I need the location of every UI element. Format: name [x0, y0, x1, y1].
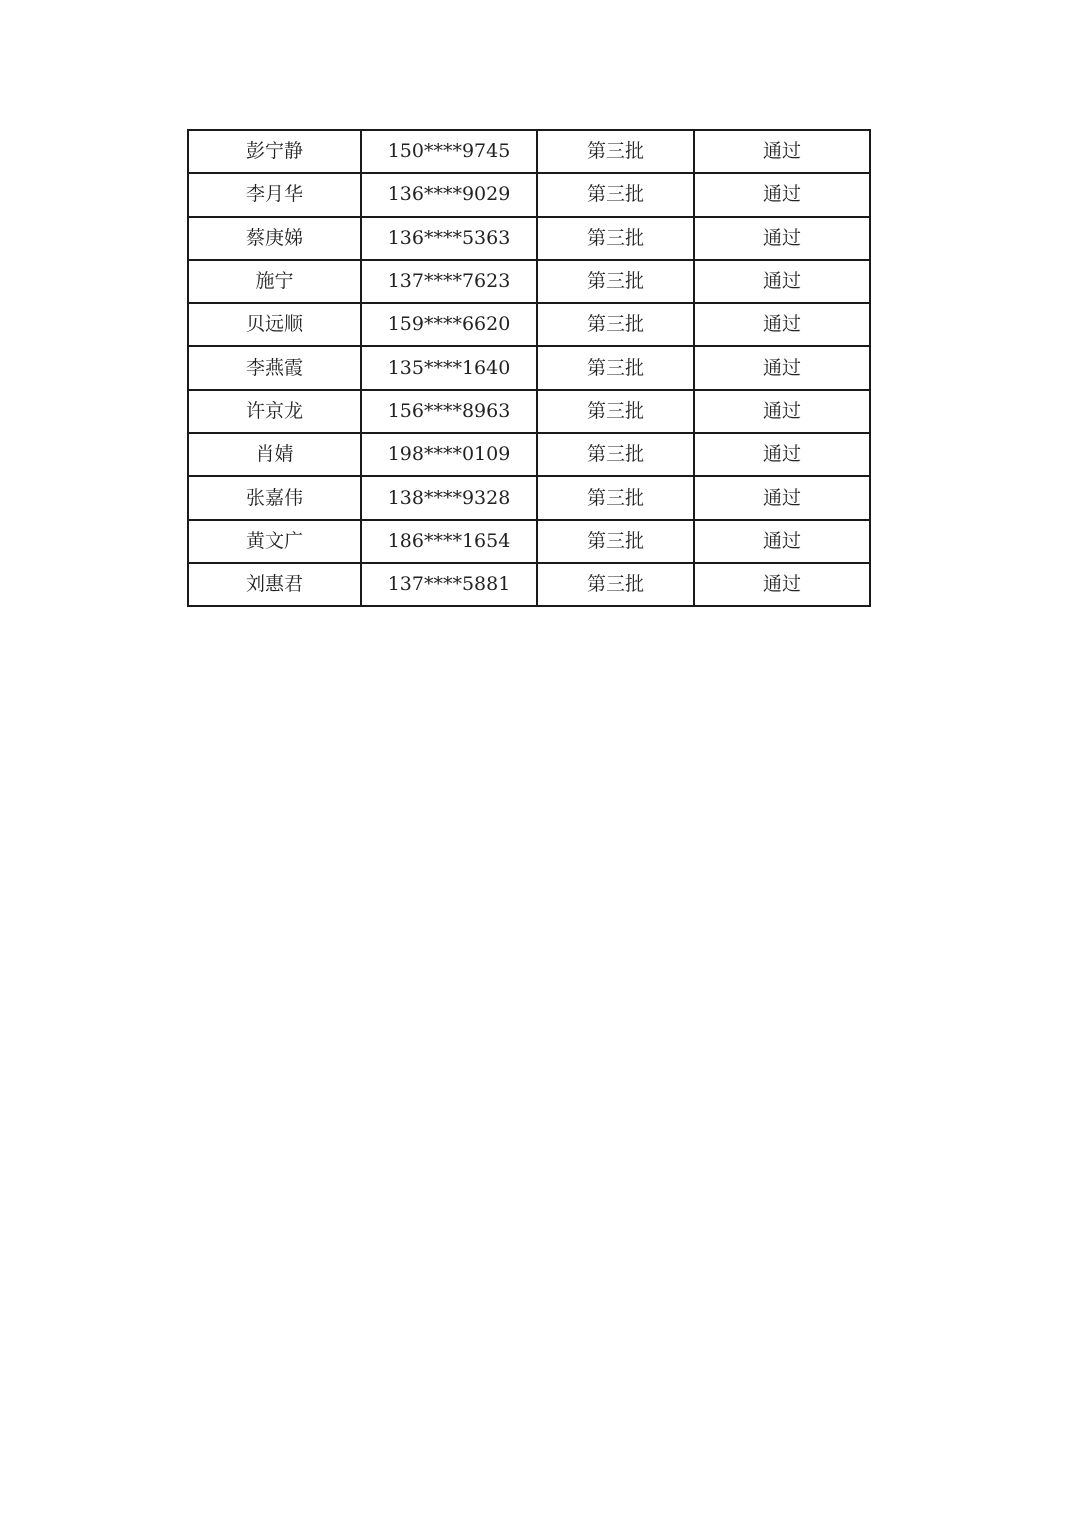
name-cell: 肖婧	[188, 433, 361, 476]
phone-cell: 186****1654	[361, 520, 537, 563]
table-row	[188, 303, 870, 346]
phone-cell: 137****5881	[361, 563, 537, 606]
results-table	[187, 129, 871, 607]
status-cell: 通过	[694, 390, 870, 433]
table-row	[188, 433, 870, 476]
phone-cell: 136****5363	[361, 217, 537, 260]
status-cell: 通过	[694, 476, 870, 519]
status-cell: 通过	[694, 433, 870, 476]
batch-cell: 第三批	[537, 563, 694, 606]
phone-cell: 156****8963	[361, 390, 537, 433]
name-cell: 黄文广	[188, 520, 361, 563]
batch-cell: 第三批	[537, 433, 694, 476]
phone-cell: 138****9328	[361, 476, 537, 519]
phone-cell: 135****1640	[361, 346, 537, 389]
batch-cell: 第三批	[537, 346, 694, 389]
status-cell: 通过	[694, 130, 870, 173]
batch-cell: 第三批	[537, 260, 694, 303]
name-cell: 张嘉伟	[188, 476, 361, 519]
phone-cell: 136****9029	[361, 173, 537, 216]
name-cell: 李燕霞	[188, 346, 361, 389]
status-cell: 通过	[694, 346, 870, 389]
status-cell: 通过	[694, 563, 870, 606]
batch-cell: 第三批	[537, 130, 694, 173]
table-row	[188, 520, 870, 563]
batch-cell: 第三批	[537, 390, 694, 433]
name-cell: 贝远顺	[188, 303, 361, 346]
phone-cell: 198****0109	[361, 433, 537, 476]
name-cell: 刘惠君	[188, 563, 361, 606]
table-row	[188, 130, 870, 173]
phone-cell: 159****6620	[361, 303, 537, 346]
batch-cell: 第三批	[537, 173, 694, 216]
batch-cell: 第三批	[537, 303, 694, 346]
name-cell: 施宁	[188, 260, 361, 303]
table-row	[188, 173, 870, 216]
name-cell: 蔡庚娣	[188, 217, 361, 260]
status-cell: 通过	[694, 303, 870, 346]
phone-cell: 137****7623	[361, 260, 537, 303]
status-cell: 通过	[694, 260, 870, 303]
status-cell: 通过	[694, 520, 870, 563]
table-row	[188, 346, 870, 389]
table-row	[188, 390, 870, 433]
status-cell: 通过	[694, 217, 870, 260]
batch-cell: 第三批	[537, 520, 694, 563]
status-cell: 通过	[694, 173, 870, 216]
table-row	[188, 563, 870, 606]
name-cell: 许京龙	[188, 390, 361, 433]
table-row	[188, 260, 870, 303]
table-row	[188, 476, 870, 519]
batch-cell: 第三批	[537, 476, 694, 519]
name-cell: 彭宁静	[188, 130, 361, 173]
phone-cell: 150****9745	[361, 130, 537, 173]
name-cell: 李月华	[188, 173, 361, 216]
table-row	[188, 217, 870, 260]
batch-cell: 第三批	[537, 217, 694, 260]
